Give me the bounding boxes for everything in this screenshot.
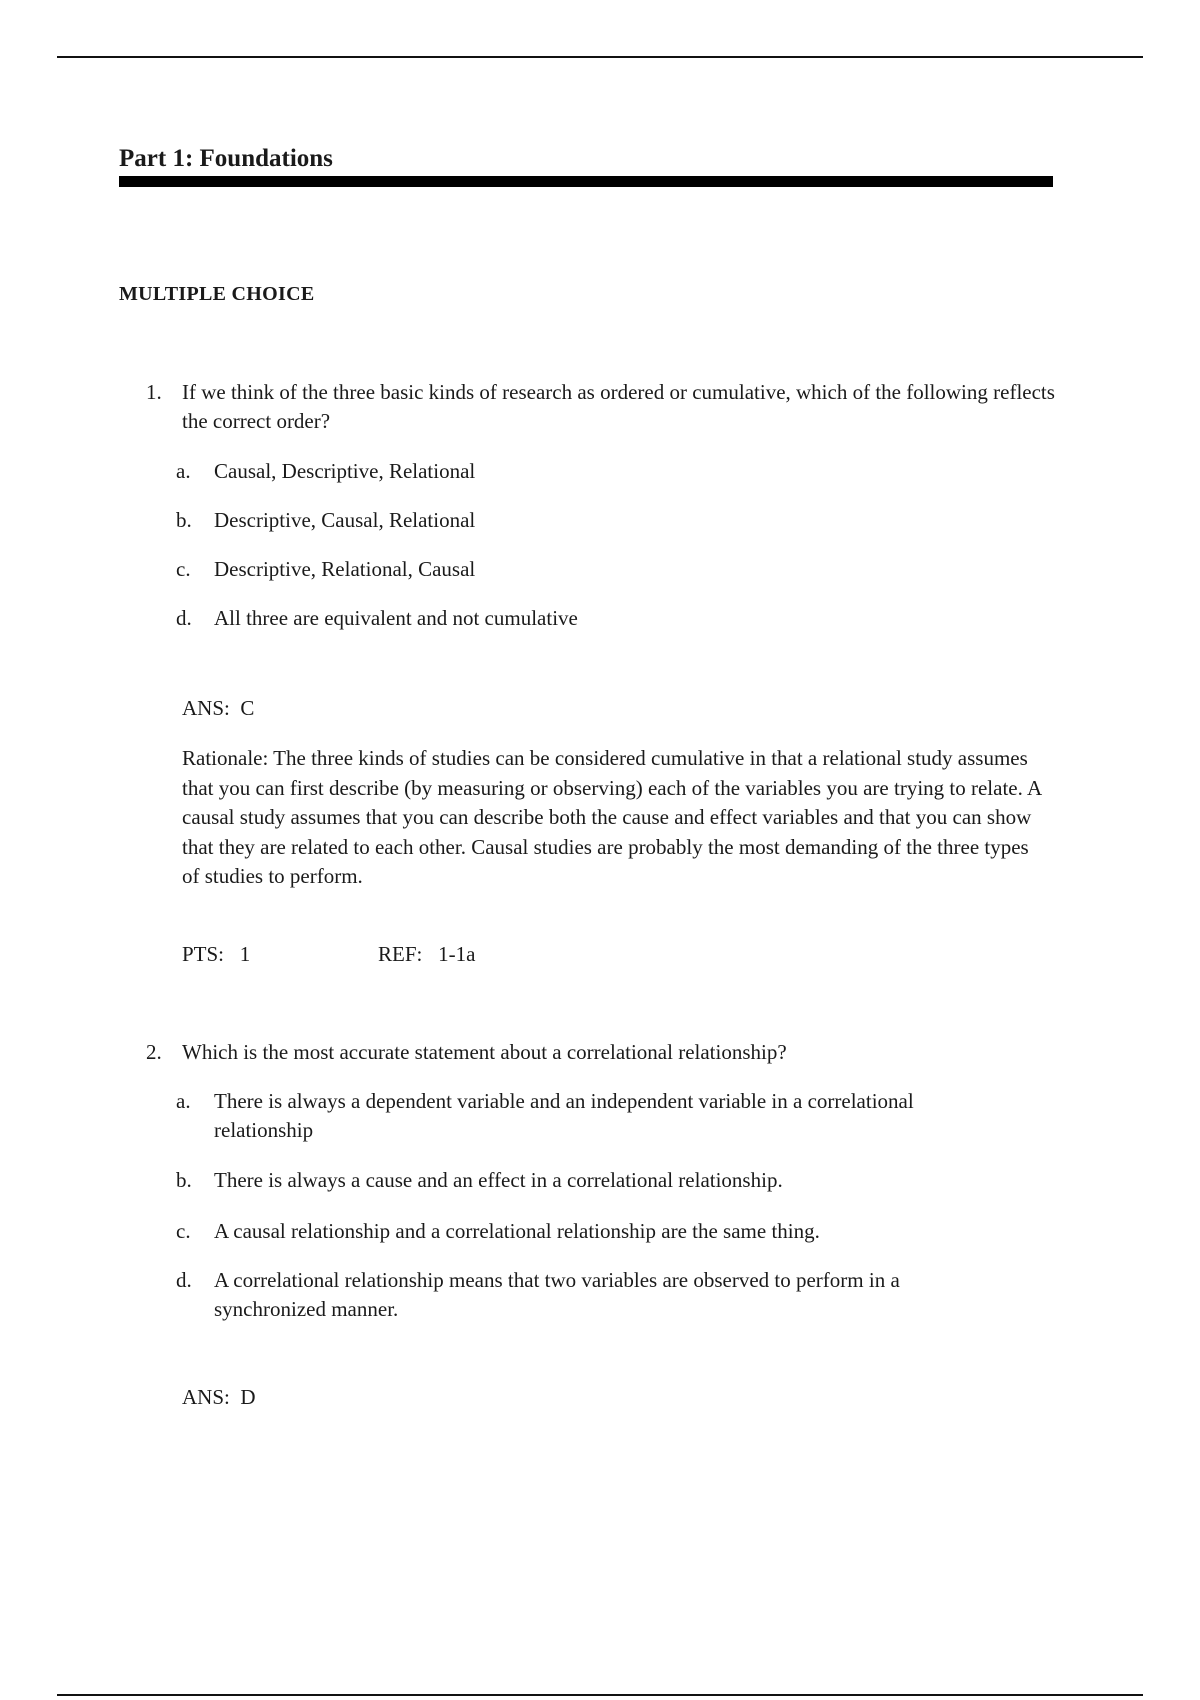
answer-label: ANS:: [182, 1385, 230, 1409]
top-rule: [57, 56, 1143, 58]
option-text: A correlational relationship means that two variables are observed to perform in a synchronized manner.: [214, 1268, 900, 1321]
option-text: Causal, Descriptive, Relational: [214, 459, 476, 483]
option-letter: a.: [176, 459, 191, 483]
bottom-rule: [57, 1694, 1143, 1696]
option-text: Descriptive, Relational, Causal: [214, 557, 476, 581]
reference-value: 1-1a: [438, 942, 476, 966]
question-1-points: [182, 940, 250, 969]
question-text: If we think of the three basic kinds of research as ordered or cumulative, which of the following reflects the correct order?: [182, 380, 1055, 433]
option-letter: b.: [176, 1168, 192, 1192]
question-text: Which is the most accurate statement about a correlational relationship?: [182, 1040, 787, 1064]
option-text: There is always a cause and an effect in a correlational relationship.: [214, 1168, 783, 1192]
reference-label: REF:: [378, 942, 423, 966]
points-value: 1: [239, 942, 251, 966]
option-text: A causal relationship and a correlational relationship are the same thing.: [214, 1219, 820, 1243]
option-letter: c.: [176, 1219, 191, 1243]
question-2-answer: [182, 1383, 256, 1412]
option-letter: b.: [176, 508, 192, 532]
question-1-reference: [378, 940, 475, 969]
option-text: All three are equivalent and not cumulative: [214, 606, 578, 630]
question-1-answer: [182, 694, 254, 723]
option-text: Descriptive, Causal, Relational: [214, 508, 476, 532]
part-title: Part 1: Foundations: [119, 145, 333, 172]
option-text: There is always a dependent variable and an independent variable in a correlational relationship: [214, 1089, 914, 1142]
answer-value: D: [240, 1385, 256, 1409]
option-letter: a.: [176, 1089, 191, 1113]
answer-label: ANS:: [182, 696, 230, 720]
option-letter: d.: [176, 606, 192, 630]
option-letter: c.: [176, 557, 191, 581]
answer-value: C: [240, 696, 255, 720]
points-label: PTS:: [182, 942, 225, 966]
question-1-rationale: Rationale: The three kinds of studies can be considered cumulative in that a relational study assumes that you can first describe (by measuring or observing) each of the variables you are trying to relate. A causal study assumes that you can describe both the cause and effect variables and that you can show that they are related to each other. Causal studies are probably the most demanding of the three types of studies to perform.: [182, 746, 1041, 888]
part-title-bar: [119, 176, 1053, 187]
option-letter: d.: [176, 1268, 192, 1292]
question-number: 1.: [146, 380, 162, 404]
question-number: 2.: [146, 1040, 162, 1064]
section-heading: MULTIPLE CHOICE: [119, 283, 315, 305]
